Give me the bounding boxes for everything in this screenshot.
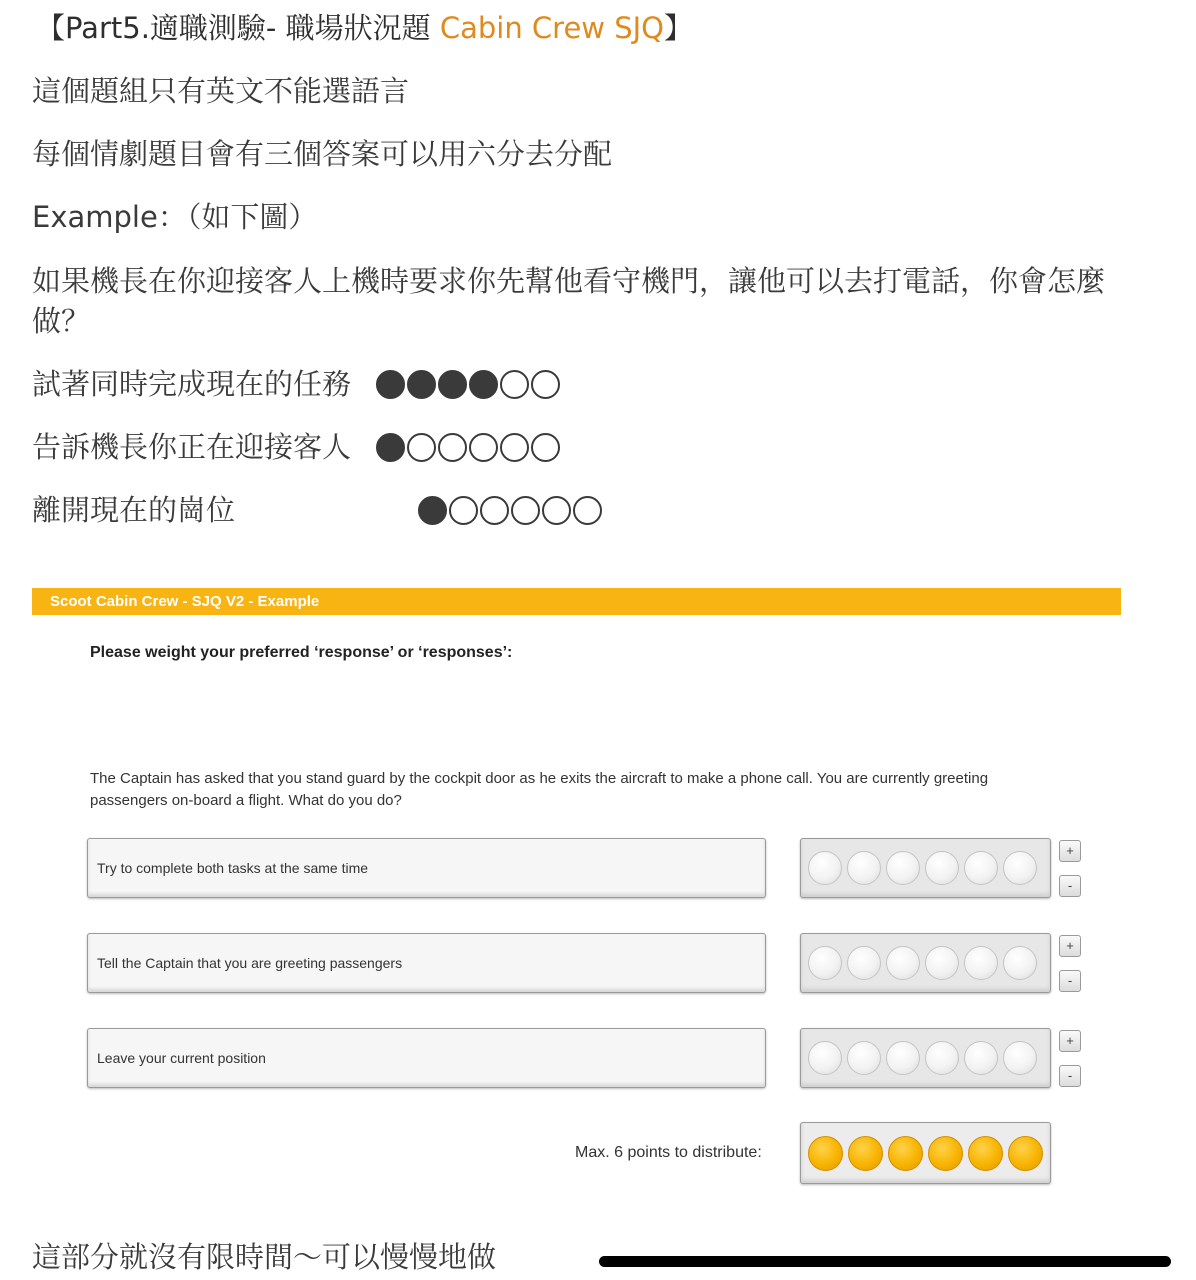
score-slot[interactable] [886, 1041, 920, 1075]
score-slot[interactable] [925, 1041, 959, 1075]
score-slot[interactable] [847, 946, 881, 980]
response-2-score[interactable] [800, 933, 1051, 993]
post-title-suffix: 】 [664, 11, 694, 45]
score-slot[interactable] [925, 946, 959, 980]
post-title-accent: Cabin Crew SJQ [439, 11, 665, 45]
post-line-2: 每個情劇題目會有三個答案可以用六分去分配 [32, 137, 613, 171]
response-3-score[interactable] [800, 1028, 1051, 1088]
example-header: Scoot Cabin Crew - SJQ V2 - Example [32, 588, 1121, 615]
available-point [1008, 1136, 1043, 1171]
score-slot[interactable] [808, 1041, 842, 1075]
score-slot[interactable] [886, 851, 920, 885]
sjq-example-panel [32, 588, 1122, 1198]
score-slot[interactable] [964, 1041, 998, 1075]
available-point [888, 1136, 923, 1171]
max-points-label: Max. 6 points to distribute: [575, 1144, 762, 1161]
response-3-minus-button[interactable]: - [1059, 1065, 1081, 1087]
score-slot[interactable] [964, 946, 998, 980]
score-slot[interactable] [1003, 1041, 1037, 1075]
empty-dot [573, 496, 602, 525]
response-option-3[interactable]: Leave your current position [87, 1028, 766, 1088]
max-points-pool [800, 1122, 1051, 1184]
filled-dot [469, 370, 498, 399]
post-title [36, 8, 693, 48]
answer-zh-2-dots [376, 433, 560, 462]
response-2-plus-button[interactable]: + [1059, 935, 1081, 957]
empty-dot [469, 433, 498, 462]
score-slot[interactable] [808, 946, 842, 980]
answer-zh-3-dots [418, 496, 602, 525]
available-point [968, 1136, 1003, 1171]
available-point [928, 1136, 963, 1171]
response-1-plus-button[interactable]: + [1059, 840, 1081, 862]
score-slot[interactable] [964, 851, 998, 885]
response-option-1[interactable]: Try to complete both tasks at the same time [87, 838, 766, 898]
response-option-2[interactable]: Tell the Captain that you are greeting passengers [87, 933, 766, 993]
score-slot[interactable] [1003, 946, 1037, 980]
example-instruction: Please weight your preferred ‘response’ or ‘responses’: [90, 644, 513, 661]
answer-zh-1-dots [376, 370, 560, 399]
home-indicator [599, 1256, 1171, 1267]
filled-dot [407, 370, 436, 399]
example-question: The Captain has asked that you stand guard by the cockpit door as he exits the aircraft to make a phone call. You are currently greeting passengers on-board a flight. What do you do? [90, 770, 989, 809]
response-3-plus-button[interactable]: + [1059, 1030, 1081, 1052]
filled-dot [438, 370, 467, 399]
question-zh: 如果機長在你迎接客人上機時要求你先幫他看守機門，讓他可以去打電話，你會怎麼做？ [32, 264, 1106, 338]
response-2-minus-button[interactable]: - [1059, 970, 1081, 992]
empty-dot [542, 496, 571, 525]
filled-dot [376, 370, 405, 399]
response-1-minus-button[interactable]: - [1059, 875, 1081, 897]
post-footer: 這部分就沒有限時間～可以慢慢地做 [32, 1240, 497, 1274]
available-point [808, 1136, 843, 1171]
filled-dot [376, 433, 405, 462]
score-slot[interactable] [847, 1041, 881, 1075]
post-line-1: 這個題組只有英文不能選語言 [32, 74, 410, 108]
score-slot[interactable] [1003, 851, 1037, 885]
score-slot[interactable] [847, 851, 881, 885]
filled-dot [418, 496, 447, 525]
score-slot[interactable] [925, 851, 959, 885]
empty-dot [438, 433, 467, 462]
answer-zh-3: 離開現在的崗位 [32, 493, 236, 527]
empty-dot [511, 496, 540, 525]
empty-dot [500, 433, 529, 462]
empty-dot [531, 433, 560, 462]
available-point [848, 1136, 883, 1171]
empty-dot [500, 370, 529, 399]
example-label: Example：（如下圖） [32, 200, 318, 234]
score-slot[interactable] [808, 851, 842, 885]
answer-zh-1: 試著同時完成現在的任務 [32, 367, 352, 401]
score-slot[interactable] [886, 946, 920, 980]
empty-dot [449, 496, 478, 525]
post-title-prefix: 【Part5.適職測驗- 職場狀況題 [36, 11, 440, 45]
response-1-score[interactable] [800, 838, 1051, 898]
empty-dot [480, 496, 509, 525]
empty-dot [531, 370, 560, 399]
answer-zh-2: 告訴機長你正在迎接客人 [32, 430, 352, 464]
empty-dot [407, 433, 436, 462]
